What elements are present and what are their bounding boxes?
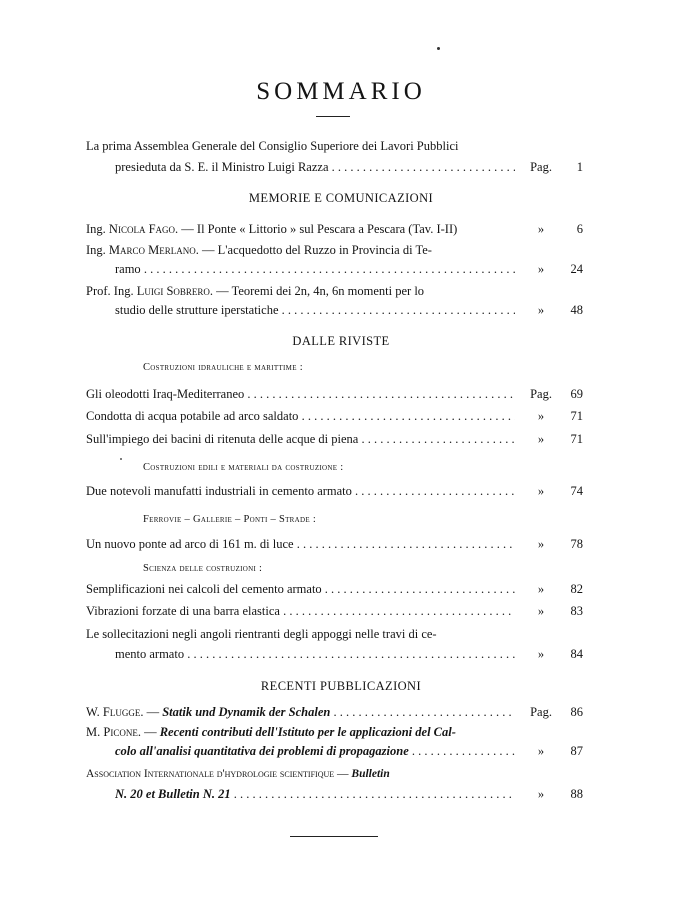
toc-entry-intro[interactable] — [0, 137, 682, 155]
ditto-mark: » — [537, 409, 545, 423]
subsection-heading: Scienza delle costruzioni : — [143, 563, 263, 574]
page-number: 86 — [570, 705, 583, 719]
toc-entry[interactable] — [0, 482, 682, 500]
section-heading-recenti: RECENTI PUBBLICAZIONI — [260, 679, 422, 693]
author-name: M. Picone — [86, 725, 138, 739]
page-number: 78 — [570, 537, 583, 551]
toc-entry[interactable] — [0, 282, 682, 300]
ditto-mark: » — [537, 647, 545, 661]
toc-entry-cont[interactable] — [0, 742, 682, 760]
toc-entry[interactable] — [0, 723, 682, 741]
ditto-mark: » — [537, 787, 545, 801]
pag-label: Pag. — [530, 387, 552, 401]
entry-text: M. Picone. — Recenti contributi dell'Istituto per le applicazioni del Cal- — [86, 725, 456, 739]
ditto-mark: » — [537, 537, 545, 551]
page-number: 24 — [570, 262, 583, 276]
page-title: SOMMARIO — [256, 78, 426, 105]
entry-text: Semplificazioni nei calcoli del cemento armato . . . — [86, 580, 515, 598]
toc-entry[interactable] — [0, 765, 682, 783]
page-number: 71 — [570, 409, 583, 423]
page-number: 71 — [570, 432, 583, 446]
entry-text-cont: studio delle strutture iperstatiche . . . — [115, 301, 515, 319]
toc-entry-intro-cont[interactable] — [0, 158, 682, 176]
entry-text: Un nuovo ponte ad arco di 161 m. di luce . . . — [86, 535, 515, 553]
author-name: Marco Merlano — [108, 243, 196, 257]
entry-text: Prof. Ing. Luigi Sobrero. — Teoremi dei 2n, 4n, 6n momenti per lo — [86, 284, 425, 298]
ditto-mark: » — [537, 262, 545, 276]
page-number: 87 — [570, 744, 583, 758]
toc-entry-cont[interactable] — [0, 260, 682, 278]
entry-text: Vibrazioni forzate di una barra elastica . . . — [86, 602, 515, 620]
entry-text: Ing. Marco Merlano. — L'acquedotto del Ruzzo in Provincia di Te- — [86, 243, 432, 257]
page-number: 69 — [570, 387, 583, 401]
subsection-heading: Ferrovie – Gallerie – Ponti – Strade : — [143, 514, 317, 525]
page-number: 83 — [570, 604, 583, 618]
toc-entry-cont[interactable] — [0, 645, 682, 663]
print-speck — [437, 47, 440, 50]
author-name: Association Internationale d'hydrologie scientifique — [86, 768, 335, 780]
pag-label: Pag. — [530, 705, 552, 719]
author-name: Luigi Sobrero — [136, 284, 210, 298]
print-speck — [120, 458, 122, 460]
title-underline — [316, 116, 350, 117]
toc-entry[interactable] — [0, 535, 682, 553]
ditto-mark: » — [537, 744, 545, 758]
toc-entry-cont[interactable] — [0, 301, 682, 319]
page-number: 74 — [570, 484, 583, 498]
section-heading-memorie: MEMORIE E COMUNICAZIONI — [248, 191, 434, 205]
subsection-heading: Costruzioni idrauliche e marittime : — [143, 362, 303, 373]
entry-text-cont: mento armato . . . — [115, 645, 515, 663]
author-name: W. Flugge — [86, 705, 141, 719]
ditto-mark: » — [537, 432, 545, 446]
page-number: 88 — [570, 787, 583, 801]
toc-entry[interactable] — [0, 430, 682, 448]
toc-entry[interactable] — [0, 241, 682, 259]
entry-text-cont: N. 20 et Bulletin N. 21 . . . — [115, 785, 515, 803]
entry-text: Ing. Nicola Fago. — Il Ponte « Littorio » sul Pescara a Pescara (Tav. I-II) — [86, 222, 458, 236]
closing-rule — [290, 836, 378, 837]
section-heading-riviste: DALLE RIVISTE — [292, 334, 390, 348]
toc-entry-cont[interactable] — [0, 785, 682, 803]
page-number: 6 — [576, 222, 583, 236]
entry-text: Gli oleodotti Iraq-Mediterraneo . . . — [86, 385, 515, 403]
entry-text: Association Internationale d'hydrologie scientifique — Bulletin — [86, 768, 390, 780]
toc-entry[interactable] — [0, 625, 682, 643]
toc-entry[interactable] — [0, 407, 682, 425]
page-number: 1 — [576, 160, 583, 174]
entry-text-cont: ramo . . . — [115, 260, 515, 278]
subsection-heading: Costruzioni edili e materiali da costruzione : — [143, 462, 344, 473]
ditto-mark: » — [537, 303, 545, 317]
entry-text-line1: La prima Assemblea Generale del Consiglio Superiore dei Lavori Pubblici — [86, 139, 459, 153]
toc-entry[interactable] — [0, 220, 682, 238]
page-number: 48 — [570, 303, 583, 317]
entry-text: Due notevoli manufatti industriali in cemento armato . . . — [86, 482, 515, 500]
ditto-mark: » — [537, 582, 545, 596]
ditto-mark: » — [537, 222, 545, 236]
entry-text: Condotta di acqua potabile ad arco saldato . . . — [86, 407, 515, 425]
toc-entry[interactable] — [0, 602, 682, 620]
toc-entry[interactable] — [0, 385, 682, 403]
ditto-mark: » — [537, 604, 545, 618]
entry-text-cont: colo all'analisi quantitativa dei problemi di propagazione . . . — [115, 742, 515, 760]
pag-label: Pag. — [530, 160, 552, 174]
page-number: 82 — [570, 582, 583, 596]
entry-text-line2: presieduta da S. E. il Ministro Luigi Razza . . . — [115, 158, 515, 176]
entry-text: Le sollecitazioni negli angoli rientranti degli appoggi nelle travi di ce- — [86, 627, 437, 641]
entry-text: Sull'impiego dei bacini di ritenuta delle acque di piena . . . — [86, 430, 515, 448]
page-number: 84 — [570, 647, 583, 661]
ditto-mark: » — [537, 484, 545, 498]
entry-text: W. Flugge. — Statik und Dynamik der Schalen . . . — [86, 703, 515, 721]
toc-entry[interactable] — [0, 580, 682, 598]
author-name: Nicola Fago — [108, 222, 176, 236]
toc-entry[interactable] — [0, 703, 682, 721]
